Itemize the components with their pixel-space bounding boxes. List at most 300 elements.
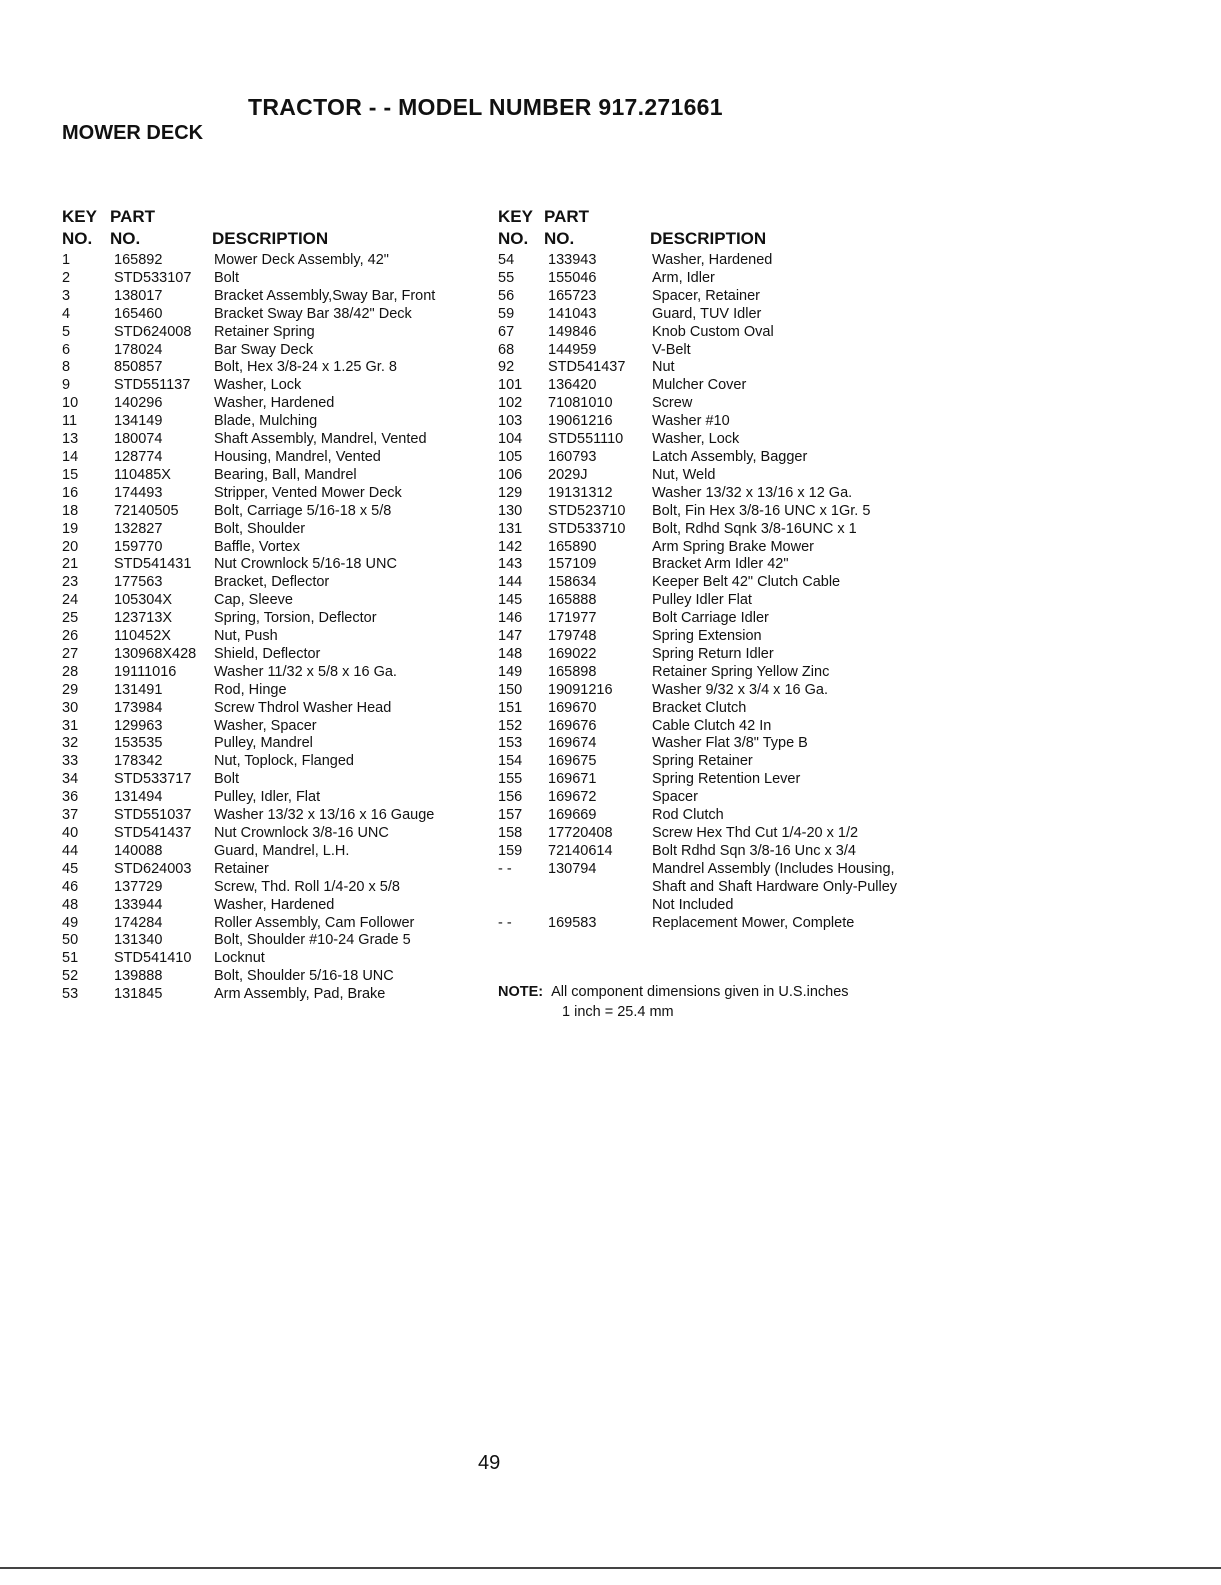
part-number: 165898 [548,663,597,680]
description: Pulley, Idler, Flat [214,789,321,806]
key-number: 27 [62,645,79,662]
part-number: 136420 [548,377,597,394]
description: Washer, Hardened [652,252,773,268]
key-number: 106 [498,466,523,483]
note [498,982,849,1022]
part-number: 17720408 [548,825,613,841]
page-title: TRACTOR - - MODEL NUMBER 917.271661 [248,94,723,120]
table-row [498,646,918,664]
table-row [498,395,918,413]
key-number: 156 [498,789,523,806]
description: Bolt, Carriage 5/16-18 x 5/8 [214,502,392,519]
description: Nut, Weld [652,466,716,483]
key-number: 14 [62,448,79,465]
table-row [62,950,482,968]
key-number: 44 [62,842,79,859]
table-row [62,771,482,789]
table-row [498,682,918,700]
description: Guard, Mandrel, L.H. [214,842,350,859]
key-number: 150 [498,681,523,698]
description: Rod Clutch [652,807,724,824]
part-number: 179748 [548,628,597,645]
part-number: 72140505 [114,502,179,519]
description: Washer 9/32 x 3/4 x 16 Ga. [652,681,828,698]
table-row [498,628,918,646]
key-number: 144 [498,574,523,591]
part-number: 169022 [548,645,597,662]
description: Housing, Mandrel, Vented [214,448,381,465]
table-row [62,377,482,395]
key-number: 55 [498,269,515,286]
key-number: 54 [498,252,515,268]
description: Knob Custom Oval [652,323,774,340]
table-row [62,735,482,753]
key-number: 36 [62,789,79,806]
table-row [498,359,918,377]
description: Washer #10 [652,413,730,430]
key-number: 45 [62,860,79,877]
note-label: NOTE: [498,984,544,1000]
description: Stripper, Vented Mower Deck [214,484,402,501]
part-number: 169676 [548,717,597,734]
description: Bolt, Hex 3/8-24 x 1.25 Gr. 8 [214,359,397,376]
table-row [62,986,482,1004]
table-row [62,449,482,467]
part-number: STD533107 [114,269,192,286]
part-number: 19061216 [548,413,613,430]
key-number: 20 [62,538,79,555]
part-number: 131845 [114,986,163,1003]
part-number: 165460 [114,305,163,322]
table-row [62,592,482,610]
description: Mower Deck Assembly, 42" [214,252,389,268]
key-number: 10 [62,395,79,412]
part-number: 133944 [114,896,163,913]
part-number: STD541437 [548,359,626,376]
key-number: 6 [62,341,71,358]
header-part-no: NO. [110,229,141,248]
table-row [62,431,482,449]
key-number: 34 [62,771,79,788]
part-number: 160793 [548,448,597,465]
table-row [62,395,482,413]
description: Nut, Toplock, Flanged [214,753,354,770]
table-row [498,735,918,753]
description: Washer, Spacer [214,717,317,734]
description: Mulcher Cover [652,377,747,394]
table-row [62,556,482,574]
table-row [62,413,482,431]
part-number: 130794 [548,860,597,877]
section-heading: MOWER DECK [62,122,204,144]
key-number: - - [498,914,512,931]
part-number: STD551037 [114,807,192,824]
part-number: 173984 [114,699,163,716]
key-number: 28 [62,663,79,680]
header-part-label: PART [110,207,156,226]
part-number: STD533717 [114,771,192,788]
table-row [62,628,482,646]
key-number: 24 [62,592,79,609]
key-number: 48 [62,896,79,913]
key-number: 9 [62,377,71,394]
table-row [62,879,482,897]
key-number: 145 [498,592,523,609]
table-row [498,270,918,288]
table-row [498,843,918,861]
table-row [498,252,918,270]
part-number: 105304X [114,592,173,609]
table-row [62,682,482,700]
key-number: 92 [498,359,515,376]
part-number: STD541437 [114,825,192,841]
header-key-no: NO. [62,229,93,248]
table-row [62,342,482,360]
description: Screw [652,395,693,412]
table-row [498,610,918,628]
note-line-1: All component dimensions given in U.S.inches [551,984,849,1000]
table-row [62,288,482,306]
key-number: - - [498,860,512,877]
key-number: 29 [62,681,79,698]
parts-table-left [62,207,482,1004]
description: Spring, Torsion, Deflector [214,610,377,627]
description: Mandrel Assembly (Includes Housing, Shaft and Shaft Hardware Only-Pulley Not Included [652,860,898,913]
description: Arm Assembly, Pad, Brake [214,986,386,1003]
part-number: 139888 [114,968,163,985]
key-number: 11 [62,413,78,430]
table-row [62,252,482,270]
description: Spring Return Idler [652,645,774,662]
part-number: 129963 [114,717,163,734]
description: Nut [652,359,675,376]
table-row [62,574,482,592]
description: Nut Crownlock 5/16-18 UNC [214,556,397,573]
part-number: STD541431 [114,556,192,573]
table-row [498,915,918,933]
key-number: 53 [62,986,79,1003]
table-row [62,843,482,861]
key-number: 23 [62,574,79,591]
part-number: STD624003 [114,860,192,877]
table-row [62,789,482,807]
description: Retainer Spring [214,323,315,340]
description: Bearing, Ball, Mandrel [214,466,357,483]
table-row [498,664,918,682]
description: Shaft Assembly, Mandrel, Vented [214,431,427,448]
table-row [62,718,482,736]
description: Cap, Sleeve [214,592,293,609]
table-row [498,467,918,485]
part-number: 72140614 [548,842,613,859]
description: Washer, Lock [214,377,302,394]
description: Washer, Hardened [214,896,335,913]
key-number: 130 [498,502,523,519]
part-number: 178024 [114,341,163,358]
table-rows [62,252,482,1004]
key-number: 49 [62,914,79,931]
part-number: 169671 [548,771,597,788]
key-number: 159 [498,842,523,859]
key-number: 33 [62,753,79,770]
description: Nut Crownlock 3/8-16 UNC [214,825,389,841]
part-number: STD624008 [114,323,192,340]
description: Bolt, Shoulder 5/16-18 UNC [214,968,394,985]
description: Bolt, Shoulder [214,520,306,537]
key-number: 103 [498,413,523,430]
table-row [62,521,482,539]
part-number: 169674 [548,735,597,752]
part-number: 165888 [548,592,597,609]
description: Bracket Sway Bar 38/42" Deck [214,305,412,322]
table-row [62,807,482,825]
table-row [498,753,918,771]
part-number: 134149 [114,413,163,430]
part-number: 850857 [114,359,163,376]
part-number: 123713X [114,610,173,627]
description: Shield, Deflector [214,645,321,662]
table-row [62,646,482,664]
part-number: 138017 [114,287,163,304]
part-number: STD533710 [548,520,626,537]
key-number: 131 [498,520,523,537]
key-number: 21 [62,556,79,573]
description: Washer, Hardened [214,395,335,412]
key-number: 16 [62,484,79,501]
description: Spacer [652,789,698,806]
key-number: 149 [498,663,523,680]
description: Bracket, Deflector [214,574,330,591]
table-row [498,413,918,431]
table-row [62,753,482,771]
header-key-label: KEY [62,207,97,226]
part-number: 130968X428 [114,645,197,662]
part-number: 140296 [114,395,163,412]
part-number: 165892 [114,252,163,268]
part-number: 178342 [114,753,163,770]
table-rows [498,252,918,932]
table-row [498,449,918,467]
table-row [498,288,918,306]
table-row [498,503,918,521]
key-number: 129 [498,484,523,501]
table-row [62,467,482,485]
key-number: 152 [498,717,523,734]
part-number: 169675 [548,753,597,770]
table-row [498,521,918,539]
description: Guard, TUV Idler [652,305,762,322]
part-number: 2029J [548,466,588,483]
table-row [62,825,482,843]
part-number: 140088 [114,842,163,859]
part-number: 174284 [114,914,163,931]
part-number: 19131312 [548,484,613,501]
key-number: 15 [62,466,79,483]
description: Spring Retainer [652,753,753,770]
table-row [498,574,918,592]
description: Spring Retention Lever [652,771,801,788]
part-number: 131491 [114,681,163,698]
part-number: 171977 [548,610,597,627]
table-row [498,485,918,503]
key-number: 30 [62,699,79,716]
header-description: DESCRIPTION [650,229,767,248]
description: Nut, Push [214,628,278,645]
part-number: 110485X [114,466,171,483]
table-row [498,718,918,736]
description: Bolt Carriage Idler [652,610,769,627]
bottom-rule [0,1567,1221,1569]
part-number: 169670 [548,699,597,716]
part-number: 71081010 [548,395,613,412]
key-number: 51 [62,950,79,967]
part-number: 132827 [114,520,163,537]
table-row [62,932,482,950]
table-row [62,485,482,503]
key-number: 32 [62,735,79,752]
note-line-2: 1 inch = 25.4 mm [562,1004,674,1020]
part-number: 19091216 [548,681,613,698]
description: Pulley Idler Flat [652,592,752,609]
description: Bolt [214,771,239,788]
table-row [498,825,918,843]
table-header [498,207,918,252]
key-number: 4 [62,305,71,322]
table-row [62,324,482,342]
table-row [62,915,482,933]
part-number: STD551110 [548,431,624,448]
part-number: 133943 [548,252,597,268]
part-number: 169669 [548,807,597,824]
description: Bracket Assembly,Sway Bar, Front [214,287,436,304]
description: Washer, Lock [652,431,740,448]
key-number: 104 [498,431,523,448]
key-number: 67 [498,323,515,340]
description: V-Belt [652,341,691,358]
description: Screw Hex Thd Cut 1/4-20 x 1/2 [652,825,859,841]
description: Retainer [214,860,269,877]
description: Bracket Arm Idler 42" [652,556,789,573]
part-number: 165890 [548,538,597,555]
table-row [62,503,482,521]
table-row [62,359,482,377]
description: Retainer Spring Yellow Zinc [652,663,830,680]
key-number: 142 [498,538,523,555]
table-row [62,700,482,718]
table-row [498,789,918,807]
part-number: 165723 [548,287,597,304]
key-number: 105 [498,448,523,465]
description: Washer 13/32 x 13/16 x 12 Ga. [652,484,853,501]
description: Screw Thdrol Washer Head [214,699,392,716]
description: Pulley, Mandrel [214,735,313,752]
key-number: 143 [498,556,523,573]
key-number: 25 [62,610,79,627]
table-row [62,539,482,557]
description: Blade, Mulching [214,413,318,430]
description: Arm, Idler [652,269,715,286]
part-number: 169672 [548,789,597,806]
table-row [498,807,918,825]
key-number: 153 [498,735,523,752]
table-row [498,306,918,324]
part-number: 128774 [114,448,163,465]
key-number: 151 [498,699,523,716]
key-number: 37 [62,807,79,824]
description: Rod, Hinge [214,681,287,698]
table-header [62,207,482,252]
table-row [62,664,482,682]
header-part-no: NO. [544,229,575,248]
key-number: 50 [62,932,79,949]
part-number: 169583 [548,914,597,931]
table-row [498,771,918,789]
description: Spacer, Retainer [652,287,761,304]
description: Baffle, Vortex [214,538,300,555]
key-number: 102 [498,395,523,412]
key-number: 1 [62,252,71,268]
header-part-label: PART [544,207,590,226]
description: Bolt, Fin Hex 3/8-16 UNC x 1Gr. 5 [652,502,871,519]
description: Washer Flat 3/8" Type B [652,735,808,752]
part-number: 155046 [548,269,597,286]
description: Bar Sway Deck [214,341,314,358]
description: Locknut [214,950,265,967]
part-number: STD523710 [548,502,626,519]
table-row [62,861,482,879]
table-row [498,342,918,360]
part-number: 177563 [114,574,163,591]
key-number: 52 [62,968,79,985]
part-number: 158634 [548,574,597,591]
table-row [498,324,918,342]
description: Latch Assembly, Bagger [652,448,808,465]
key-number: 146 [498,610,523,627]
table-row [498,431,918,449]
key-number: 59 [498,305,515,322]
part-number: 159770 [114,538,163,555]
description: Bolt, Rdhd Sqnk 3/8-16UNC x 1 [652,520,857,537]
key-number: 18 [62,502,79,519]
description: Washer 13/32 x 13/16 x 16 Gauge [214,807,435,824]
part-number: 180074 [114,431,163,448]
description: Roller Assembly, Cam Follower [214,914,415,931]
table-row [62,306,482,324]
description: Spring Extension [652,628,762,645]
header-key-no: NO. [498,229,529,248]
part-number: 131494 [114,789,163,806]
key-number: 13 [62,431,79,448]
key-number: 68 [498,341,515,358]
part-number: 19111016 [114,663,177,680]
description: Keeper Belt 42" Clutch Cable [652,574,841,591]
table-row [62,897,482,915]
key-number: 3 [62,287,71,304]
header-description: DESCRIPTION [212,229,329,248]
description: Cable Clutch 42 In [652,717,772,734]
table-row [498,861,918,915]
table-row [62,968,482,986]
part-number: STD541410 [114,950,192,967]
key-number: 19 [62,520,79,537]
key-number: 148 [498,645,523,662]
key-number: 8 [62,359,71,376]
description: Bracket Clutch [652,699,747,716]
table-row [498,377,918,395]
description: Bolt Rdhd Sqn 3/8-16 Unc x 3/4 [652,842,856,859]
table-row [62,610,482,628]
part-number: STD551137 [114,377,191,394]
